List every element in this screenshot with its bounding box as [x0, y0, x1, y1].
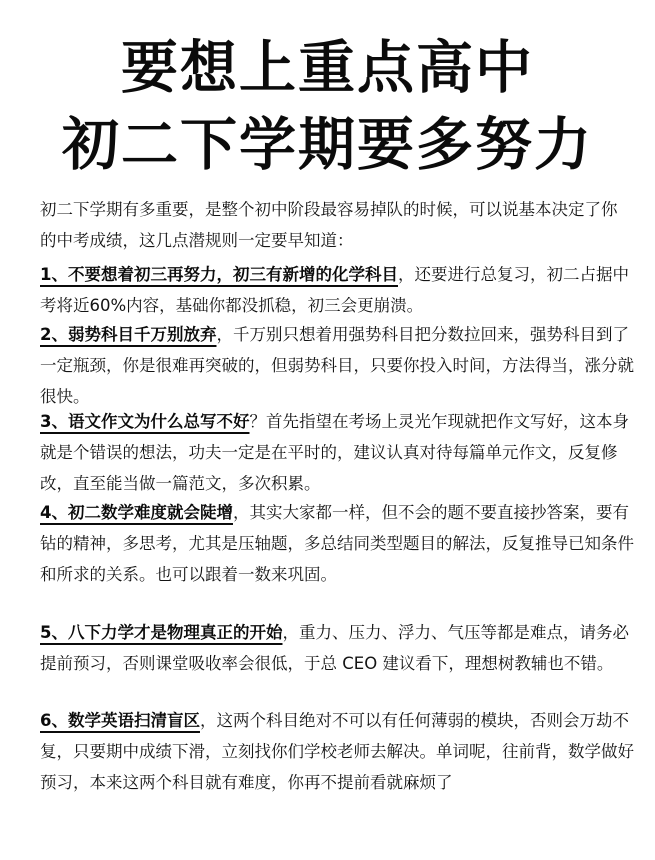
tip-heading-1: 1、不要想着初三再努力，初三有新增的化学科目 [40, 265, 398, 284]
tip-item-3 [40, 406, 635, 499]
page-title-line-2: 初二下学期要多努力 [62, 112, 593, 178]
tip-heading-3: 3、语文作文为什么总写不好 [40, 412, 250, 431]
tip-item-2 [40, 319, 635, 412]
tip-body-5: ，重力、压力、浮力、气压等都是难点，请务必提前预习，否则课堂吸收率会很低，于总 CEO 建议看下，理想树教辅也不错。 [40, 623, 629, 673]
tip-item-6 [40, 705, 635, 798]
tip-item-5 [40, 617, 635, 679]
tip-heading-2: 2、弱势科目千万别放弃 [40, 325, 217, 344]
intro-paragraph: 初二下学期有多重要，是整个初中阶段最容易掉队的时候，可以说基本决定了你的中考成绩，这几点潜规则一定要早知道： [40, 200, 618, 250]
tip-body-2: ，千万别只想着用强势科目把分数拉回来，强势科目到了一定瓶颈，你是很难再突破的，但弱势科目，只要你投入时间，方法得当，涨分就很快。 [40, 325, 634, 406]
tip-heading-6: 6、数学英语扫清盲区 [40, 711, 200, 730]
tip-item-4 [40, 497, 635, 590]
tip-body-6: ，这两个科目绝对不可以有任何薄弱的模块，否则会万劫不复，只要期中成绩下滑，立刻找你们学校老师去解决。单词呢，往前背，数学做好预习，本来这两个科目就有难度，你再不提前看就麻烦了 [40, 711, 634, 792]
tip-body-3: ？首先指望在考场上灵光乍现就把作文写好，这本身就是个错误的想法，功夫一定是在平时的，建议认真对待每篇单元作文，反复修改，直至能当做一篇范文，多次积累。 [40, 412, 629, 493]
tip-heading-4: 4、初二数学难度就会陡增 [40, 503, 233, 522]
page-title-line-1: 要想上重点高中 [121, 35, 534, 101]
tip-body-1: ，还要进行总复习，初二占据中考将近60%内容，基础你都没抓稳，初三会更崩溃。 [40, 265, 629, 315]
tip-heading-5: 5、八下力学才是物理真正的开始 [40, 623, 283, 642]
tip-body-4: ，其实大家都一样，但不会的题不要直接抄答案，要有钻的精神，多思考，尤其是压轴题，多总结同类型题目的解法，反复推导已知条件和所求的关系。也可以跟着一数来巩固。 [40, 503, 634, 584]
tip-item-1 [40, 259, 635, 321]
